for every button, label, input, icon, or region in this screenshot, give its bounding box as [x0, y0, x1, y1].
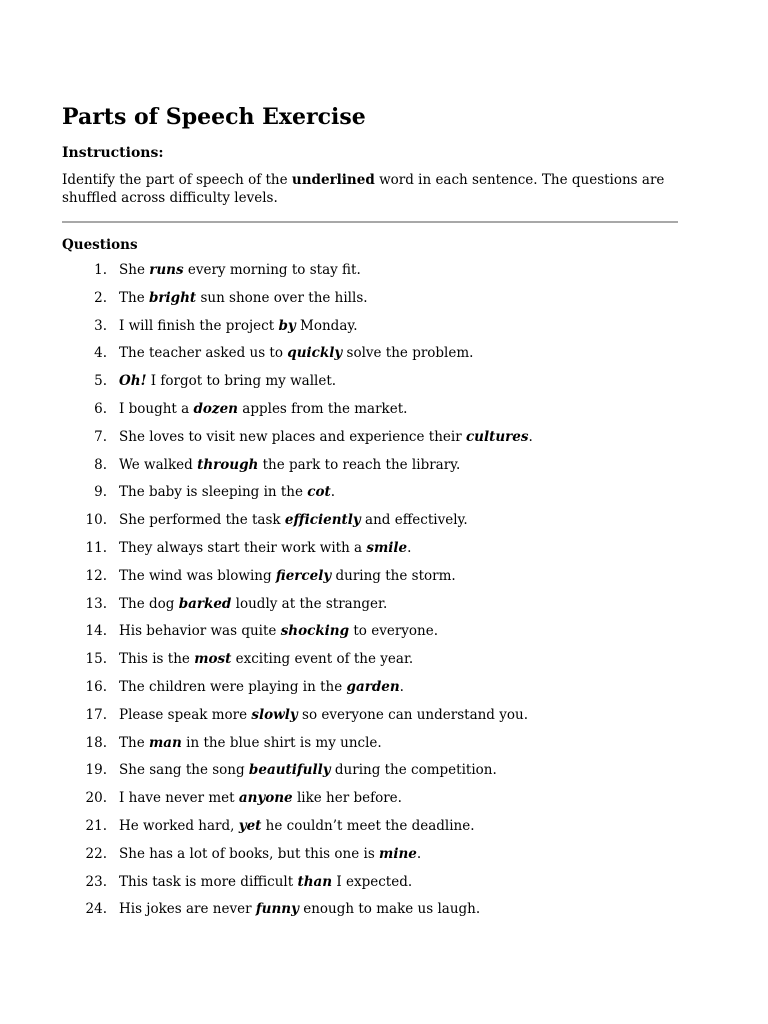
question-text-after: the park to reach the library.: [258, 456, 461, 473]
question-number: 24.: [85, 901, 107, 918]
question-item: [62, 874, 678, 902]
question-number: 9.: [94, 484, 107, 501]
question-text-before: The: [119, 734, 149, 751]
question-text-before: The dog: [119, 595, 179, 612]
question-item: [62, 540, 678, 568]
question-text: [119, 596, 387, 624]
target-word: barked: [178, 595, 232, 612]
question-text: [119, 318, 358, 346]
question-list: [62, 262, 678, 929]
question-number: 18.: [85, 734, 107, 751]
question-number: 4.: [94, 345, 107, 362]
question-text-before: The baby is sleeping in the: [119, 484, 308, 501]
question-text-before: He worked hard,: [119, 817, 239, 834]
instructions-emphasis: underlined: [291, 172, 375, 188]
question-text-before: I have never met: [119, 790, 239, 807]
question-text-after: loudly at the stranger.: [231, 595, 388, 612]
question-text-after: I expected.: [332, 873, 413, 890]
target-word: shocking: [280, 623, 350, 640]
question-text: [119, 345, 473, 373]
question-number: 14.: [85, 623, 107, 640]
question-number: 20.: [85, 790, 107, 807]
question-text-after: solve the problem.: [342, 345, 474, 362]
question-number: 16.: [85, 678, 107, 695]
question-text-before: She sang the song: [119, 762, 249, 779]
question-text-after: .: [528, 428, 533, 445]
instructions-heading: Instructions:: [62, 145, 164, 161]
question-item: [62, 735, 678, 763]
target-word: Oh!: [119, 373, 147, 390]
question-text-before: I will finish the project: [119, 317, 279, 334]
question-item: [62, 512, 678, 540]
question-text: [119, 874, 412, 902]
question-item: [62, 818, 678, 846]
question-number: 13.: [85, 595, 107, 612]
question-text-after: to everyone.: [349, 623, 439, 640]
question-number: 5.: [94, 373, 107, 390]
question-item: [62, 345, 678, 373]
target-word: runs: [149, 262, 184, 278]
question-number: 22.: [85, 845, 107, 862]
question-number: 17.: [85, 706, 107, 723]
question-text-after: and effectively.: [360, 512, 468, 529]
target-word: funny: [255, 901, 299, 918]
target-word: quickly: [287, 345, 343, 362]
question-text: [119, 790, 402, 818]
question-text: [119, 290, 368, 318]
question-text-before: The children were playing in the: [119, 678, 347, 695]
question-item: [62, 401, 678, 429]
question-item: [62, 846, 678, 874]
question-number: 21.: [85, 817, 107, 834]
question-item: [62, 262, 678, 290]
question-text-before: The wind was blowing: [119, 567, 276, 584]
question-item: [62, 373, 678, 401]
question-text-before: His jokes are never: [119, 901, 256, 918]
target-word: anyone: [238, 790, 293, 807]
question-text: [119, 707, 528, 735]
question-text: [119, 901, 480, 929]
target-word: most: [194, 651, 232, 668]
question-text: [119, 651, 413, 679]
question-text: [119, 540, 411, 568]
question-text: [119, 484, 335, 512]
question-number: 12.: [85, 567, 107, 584]
target-word: by: [278, 317, 296, 334]
question-text-after: during the competition.: [330, 762, 497, 779]
question-number: 15.: [85, 651, 107, 668]
section-divider: [62, 221, 678, 223]
question-text-after: during the storm.: [331, 567, 456, 584]
question-text-after: so everyone can understand you.: [297, 706, 528, 723]
question-text: [119, 373, 336, 401]
questions-heading: Questions: [62, 237, 138, 253]
question-text-after: .: [407, 539, 412, 556]
question-text-after: enough to make us laugh.: [298, 901, 481, 918]
question-text-before: The: [119, 289, 149, 306]
target-word: dozen: [193, 400, 238, 417]
question-text-before: The teacher asked us to: [119, 345, 288, 362]
target-word: garden: [346, 678, 400, 695]
question-number: 6.: [94, 400, 107, 417]
question-text-before: We walked: [119, 456, 198, 473]
question-number: 8.: [94, 456, 107, 473]
target-word: efficiently: [284, 512, 361, 529]
question-text-before: I bought a: [119, 400, 194, 417]
page-title: Parts of Speech Exercise: [62, 104, 366, 130]
question-text-before: This is the: [119, 651, 195, 668]
target-word: slowly: [251, 706, 298, 723]
question-item: [62, 568, 678, 596]
question-item: [62, 623, 678, 651]
question-text-before: This task is more difficult: [119, 873, 298, 890]
question-text: [119, 623, 438, 651]
question-number: 11.: [85, 539, 107, 556]
question-text: [119, 679, 404, 707]
target-word: through: [197, 456, 259, 473]
question-item: [62, 790, 678, 818]
question-text-after: in the blue shirt is my uncle.: [181, 734, 382, 751]
question-text-after: like her before.: [292, 790, 402, 807]
question-item: [62, 762, 678, 790]
instructions-text-after: word in each sentence. The questions are shuffled across difficulty levels.: [62, 172, 665, 206]
question-item: [62, 679, 678, 707]
question-text: [119, 457, 460, 485]
question-text: [119, 735, 382, 763]
target-word: mine: [379, 845, 417, 862]
question-item: [62, 457, 678, 485]
target-word: man: [148, 734, 182, 751]
instructions-text-before: Identify the part of speech of the: [62, 172, 292, 188]
question-number: 1.: [94, 262, 107, 278]
question-text-before: She loves to visit new places and experience their: [119, 428, 466, 445]
instructions-text: [62, 172, 672, 207]
question-text-after: apples from the market.: [238, 400, 408, 417]
question-text: [119, 262, 361, 290]
question-text-before: His behavior was quite: [119, 623, 281, 640]
question-text-after: .: [399, 678, 404, 695]
question-text: [119, 846, 421, 874]
target-word: cot: [307, 484, 331, 501]
question-item: [62, 484, 678, 512]
question-text: [119, 568, 456, 596]
question-number: 10.: [85, 512, 107, 529]
question-text: [119, 429, 533, 457]
worksheet: [62, 102, 678, 929]
question-text-after: .: [416, 845, 422, 862]
question-text: [119, 401, 407, 429]
target-word: bright: [148, 289, 197, 306]
question-text: [119, 512, 468, 540]
question-text-after: Monday.: [295, 317, 358, 334]
target-word: smile: [366, 539, 408, 556]
question-number: 23.: [85, 873, 107, 890]
question-text: [119, 762, 497, 790]
question-number: 19.: [85, 762, 107, 779]
question-item: [62, 429, 678, 457]
question-text-before: They always start their work with a: [119, 539, 367, 556]
question-text-before: She: [119, 262, 150, 278]
question-text-after: .: [330, 484, 336, 501]
question-item: [62, 290, 678, 318]
question-item: [62, 596, 678, 624]
question-text-before: She performed the task: [119, 512, 285, 529]
target-word: fiercely: [275, 567, 332, 584]
question-text-after: sun shone over the hills.: [196, 289, 368, 306]
target-word: than: [297, 873, 333, 890]
question-text-after: I forgot to bring my wallet.: [146, 373, 337, 390]
question-text-before: Please speak more: [119, 706, 252, 723]
target-word: beautifully: [248, 762, 331, 779]
question-number: 3.: [94, 317, 107, 334]
question-text-after: exciting event of the year.: [231, 651, 414, 668]
question-item: [62, 651, 678, 679]
question-item: [62, 707, 678, 735]
question-number: 2.: [94, 289, 107, 306]
question-item: [62, 901, 678, 929]
question-text-after: he couldn’t meet the deadline.: [261, 817, 475, 834]
target-word: yet: [238, 817, 262, 834]
question-text-after: every morning to stay fit.: [183, 262, 361, 278]
target-word: cultures: [465, 428, 529, 445]
question-number: 7.: [94, 428, 107, 445]
question-text-before: She has a lot of books, but this one is: [119, 845, 380, 862]
question-text: [119, 818, 475, 846]
question-item: [62, 318, 678, 346]
